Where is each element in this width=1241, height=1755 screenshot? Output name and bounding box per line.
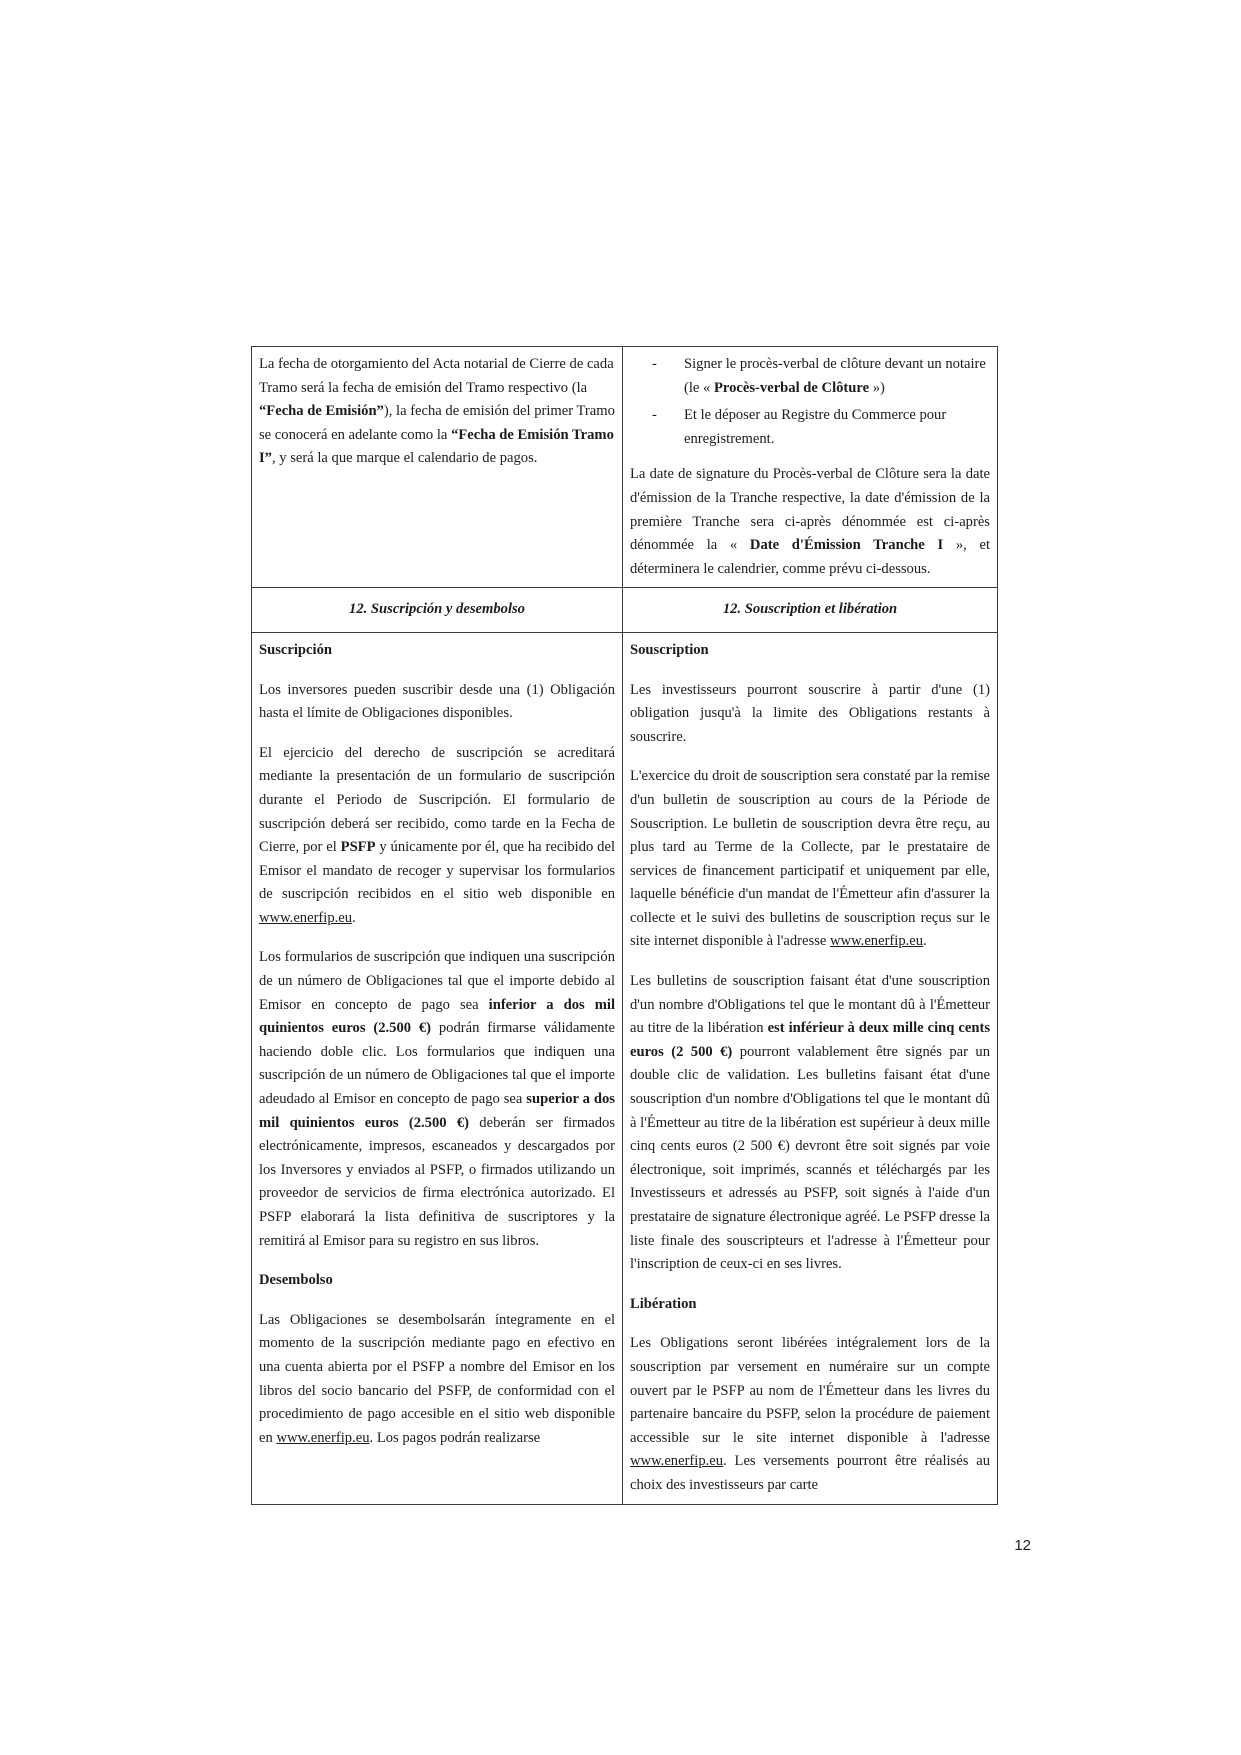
top-left-cell [252,347,623,588]
closing-steps-list [630,353,990,451]
bilingual-table [251,346,998,1505]
paragraph-es-3: Los formularios de suscripción que indiquen una suscripción de un número de Obligaciones tal que el importe debido al Emisor en concepto de pago sea inferior a dos mil quinientos euros (2.500 €) podrán firmarse válidamente haciendo doble clic. Los formularios que indiquen una suscripción de un número de Obligaciones tal que el importe adeudado al Emisor en concepto de pago sea superior a dos mil quinientos euros (2.500 €) deberán ser firmados electrónicamente, impresos, escaneados y descargados por los Inversores y enviados al PSFP, o firmados utilizando un proveedor de servicios de firma electrónica autorizado. El PSFP elaborará la lista definitiva de suscriptores y la remitirá al Emisor para su registro en sus libros. [259,949,615,1249]
body-row [252,632,998,1504]
liberation-heading-fr: Libération [630,1295,697,1312]
subscription-heading-es: Suscripción [259,641,332,658]
paragraph-fr-1: Les investisseurs pourront souscrire à partir d'une (1) obligation jusqu'à la limite des Obligations restants à souscrire. [630,681,990,745]
page-number: 12 [1014,1537,1031,1554]
issue-date-paragraph-es: La fecha de otorgamiento del Acta notarial de Cierre de cada Tramo será la fecha de emisión del Tramo respectivo (la “Fecha de Emisión”), la fecha de emisión del primer Tramo se conocerá en adelante como la “Fecha de Emisión Tramo I”, y será la que marque el calendario de pagos. [259,356,615,467]
body-right-cell [623,632,998,1504]
top-right-cell [623,347,998,588]
section-title-fr: 12. Souscription et libération [623,588,998,633]
section-title-es: 12. Suscripción y desembolso [252,588,623,633]
paragraph-es-4: Las Obligaciones se desembolsarán íntegramente en el momento de la suscripción mediante pago en efectivo en una cuenta abierta por el PSFP a nombre del Emisor en los libros del socio bancario del PSFP, de conformidad con el procedimiento de pago accesible en el sitio web disponible en www.enerfip.eu. Los pagos podrán realizarse [259,1311,615,1446]
body-left-cell [252,632,623,1504]
paragraph-fr-3: Les bulletins de souscription faisant état d'une souscription d'un nombre d'Obligations tel que le montant dû à l'Émetteur au titre de la libération est inférieur à deux mille cinq cents euros (2 500 €) pourront valablement être signés par un double clic de validation. Les bulletins faisant état d'une souscription d'un nombre d'Obligations tel que le montant dû à l'Émetteur au titre de la libération est supérieur à deux mille cinq cents euros (2 500 €) devront être soit signés par voie électronique, soit imprimés, scannés et téléchargés par les Investisseurs et adressés au PSFP, soit signés à l'aide d'un prestataire de signature électronique agréé. Le PSFP dresse la liste finale des souscripteurs et l'adresse à l'Émetteur pour l'inscription de ceux-ci en ses livres. [630,973,991,1273]
paragraph-fr-2: L'exercice du droit de souscription sera constaté par la remise d'un bulletin de souscription au cours de la Période de Souscription. Le bulletin de souscription devra être reçu, au plus tard au Terme de la Collecte, par le prestataire de services de financement participatif et uniquement par elle, laquelle bénéficie d'un mandat de l'Émetteur afin d'assurer la collecte et le suivi des bulletins de souscription reçus sur le site internet disponible à l'adresse www.enerfip.eu. [630,768,990,950]
enerfip-link[interactable]: www.enerfip.eu [630,1453,724,1470]
paragraph-es-2: El ejercicio del derecho de suscripción se acreditará mediante la presentación de un formulario de suscripción durante el Periodo de Suscripción. El formulario de suscripción deberá ser recibido, como tarde en la Fecha de Cierre, por el PSFP y únicamente por él, que ha recibido del Emisor el mandato de recoger y supervisar los formularios de suscripción recibidos en el sitio web disponible en www.enerfip.eu. [259,744,616,926]
subscription-heading-fr: Souscription [630,641,709,658]
section-header-row [252,588,998,633]
enerfip-link[interactable]: www.enerfip.eu [830,933,924,950]
fecha-emision-term: “Fecha de Emisión” [259,403,384,420]
enerfip-link[interactable]: www.enerfip.eu [276,1429,370,1446]
disbursement-heading-es: Desembolso [259,1272,333,1289]
date-emission-term: Date d'Émission Tranche I [749,537,944,554]
list-item: - Et le déposer au Registre du Commerce pour enregistrement. [652,407,947,447]
list-item: - Signer le procès-verbal de clôture devant un notaire (le « Procès-verbal de Clôture ») [652,356,986,396]
enerfip-link[interactable]: www.enerfip.eu [259,909,353,926]
fecha-emision-tramo-term: “Fecha de Emisión Tramo I” [259,426,614,467]
issue-date-paragraph-fr: La date de signature du Procès-verbal de Clôture sera la date d'émission de la Tranche respective, la date d'émission de la première Tranche sera ci-après dénommée est ci-après dénommée la « Date d'Émission Tranche I », et déterminera le calendrier, comme prévu ci-dessous. [630,466,990,577]
paragraph-es-1: Los inversores pueden suscribir desde una (1) Obligación hasta el límite de Obligaciones disponibles. [259,681,615,722]
paragraph-fr-4: Les Obligations seront libérées intégralement lors de la souscription par versement en numéraire sur un compte ouvert par le PSFP au nom de l'Émetteur dans les livres du partenaire bancaire du PSFP, selon la procédure de paiement accessible sur le site internet disponible à l'adresse www.enerfip.eu. Les versements pourront être réalisés au choix des investisseurs par carte [630,1335,990,1493]
top-row [252,347,998,588]
